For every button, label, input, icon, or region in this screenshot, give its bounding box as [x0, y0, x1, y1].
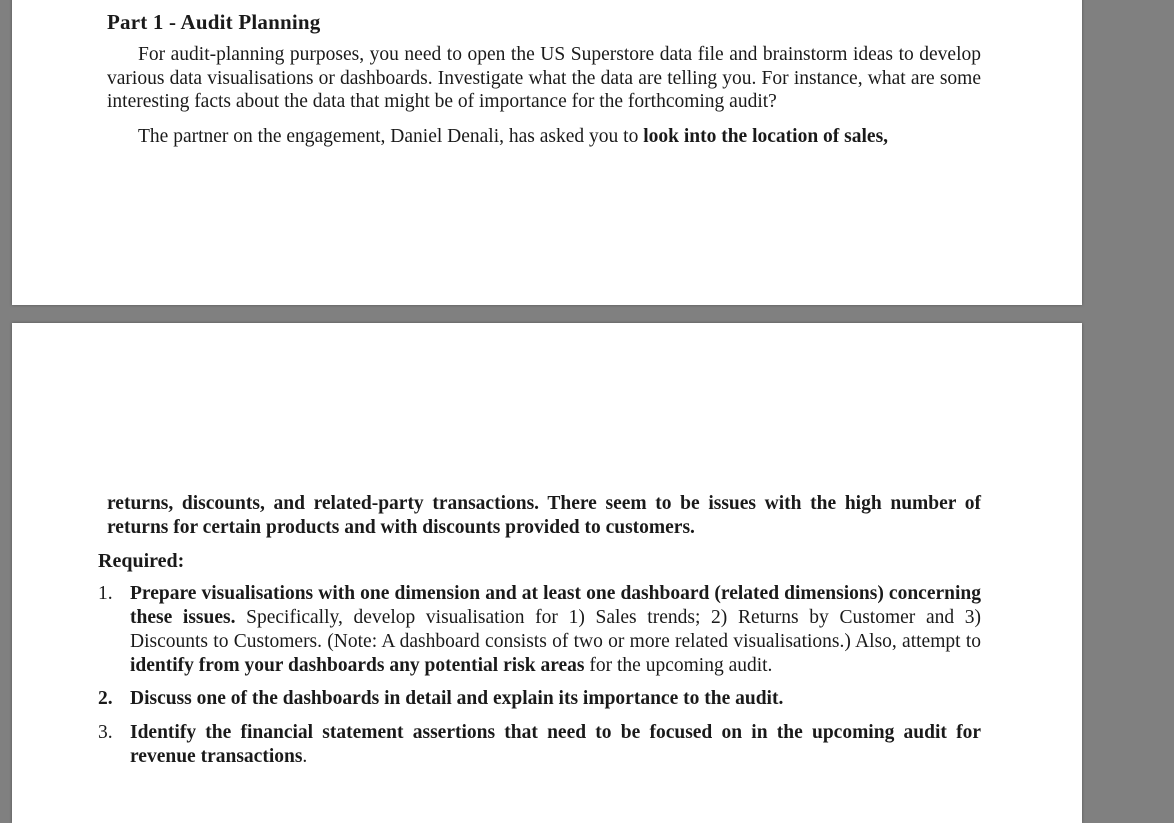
list-item-text-end: for the upcoming audit.: [584, 655, 773, 676]
document-page-1: [12, 0, 1082, 305]
list-item-number: 1.: [98, 583, 113, 604]
list-item-bold-lead: Prepare visualisations with one dimension and at least one dashboard (related dimensions) concerning these issues.: [130, 583, 981, 628]
list-item-bold-mid: identify from your dashboards any potential risk areas: [130, 655, 585, 676]
required-label: Required:: [98, 550, 185, 572]
continuation-paragraph: returns, discounts, and related-party transactions. There seem to be issues with the high number of returns for certain products and with discounts provided to customers.: [107, 493, 981, 538]
list-item-text: .: [302, 746, 308, 767]
list-item-bold-lead: Identify the financial statement assertions that need to be focused on in the upcoming audit for revenue transactions: [130, 722, 981, 767]
page-1-content: [107, 10, 981, 148]
list-item-number: 2.: [98, 688, 113, 709]
partner-paragraph-text: The partner on the engagement, Daniel Denali, has asked you to: [138, 125, 644, 147]
list-item: [98, 582, 981, 678]
list-item-number: 3.: [98, 722, 113, 743]
section-heading: Part 1 - Audit Planning: [107, 10, 321, 34]
partner-paragraph-bold: look into the location of sales,: [643, 125, 889, 147]
document-page-2: [12, 323, 1082, 823]
page-2-content: [107, 492, 981, 539]
intro-paragraph: For audit-planning purposes, you need to open the US Superstore data file and brainstorm ideas to develop various data visualisations or dashboards. Investigate what the data are telling you. For instance, what are some interesting facts about the data that might be of importance for the forthcoming audit?: [107, 44, 981, 112]
list-item: [98, 687, 981, 711]
required-section: [98, 549, 981, 769]
partner-paragraph: [107, 125, 981, 149]
list-item: [98, 721, 981, 769]
required-list: [98, 582, 981, 769]
list-item-bold-lead: Discuss one of the dashboards in detail and explain its importance to the audit.: [130, 688, 784, 709]
list-item-text: Specifically, develop visualisation for 1) Sales trends; 2) Returns by Customer and 3) Discounts to Customers. (Note: A dashboard consists of two or more related visualisations.) Also, attempt to: [130, 607, 982, 652]
